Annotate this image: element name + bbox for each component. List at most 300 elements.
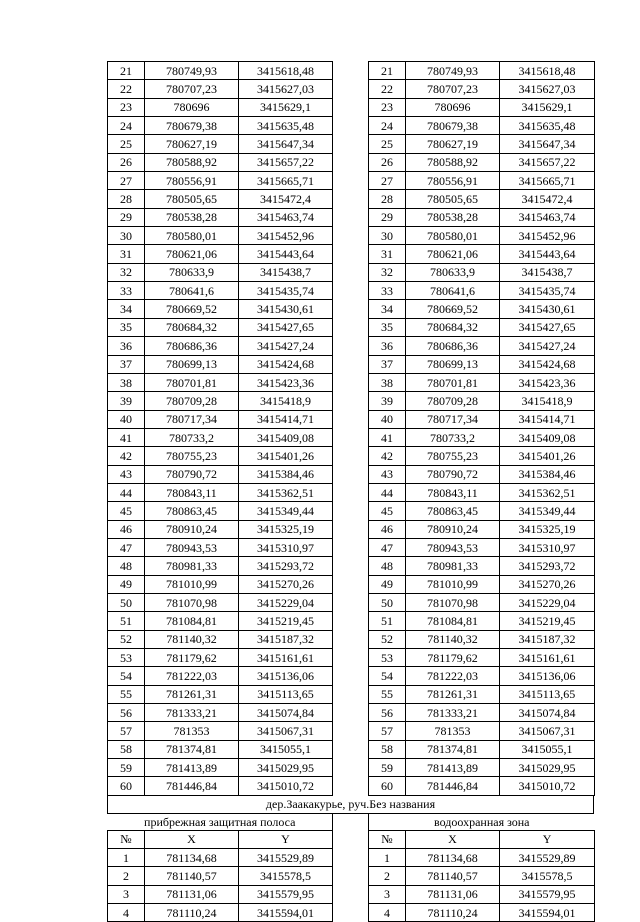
right-header-x: X xyxy=(406,830,500,848)
table-row xyxy=(108,318,595,336)
column-gap xyxy=(333,740,369,758)
left-x-coordinate: 780588,92 xyxy=(145,153,239,171)
table-row xyxy=(108,904,595,922)
left-x-coordinate: 780580,01 xyxy=(145,227,239,245)
table-row xyxy=(108,153,595,171)
right-point-number: 35 xyxy=(369,318,406,336)
right-x-coordinate: 780621,06 xyxy=(406,245,500,263)
right-point-number: 46 xyxy=(369,520,406,538)
right-y-coordinate: 3415136,06 xyxy=(500,667,595,685)
left-point-number: 58 xyxy=(108,740,145,758)
left-y-coordinate: 3415452,96 xyxy=(239,227,333,245)
right-x-coordinate: 781084,81 xyxy=(406,612,500,630)
right-point-number: 54 xyxy=(369,667,406,685)
table-row xyxy=(108,447,595,465)
right-point-number: 29 xyxy=(369,208,406,226)
left-x-coordinate: 781179,62 xyxy=(145,649,239,667)
table-row xyxy=(108,337,595,355)
right-y-coordinate: 3415435,74 xyxy=(500,282,595,300)
left-point-number: 54 xyxy=(108,667,145,685)
right-point-number: 3 xyxy=(369,885,406,903)
right-y-coordinate: 3415443,64 xyxy=(500,245,595,263)
left-x-coordinate: 780633,9 xyxy=(145,263,239,281)
left-y-coordinate: 3415435,74 xyxy=(239,282,333,300)
table-row xyxy=(108,190,595,208)
right-y-coordinate: 3415627,03 xyxy=(500,80,595,98)
table-row xyxy=(108,263,595,281)
left-x-coordinate: 780981,33 xyxy=(145,557,239,575)
left-y-coordinate: 3415161,61 xyxy=(239,649,333,667)
right-y-coordinate: 3415452,96 xyxy=(500,227,595,245)
right-point-number: 47 xyxy=(369,538,406,556)
column-gap xyxy=(333,849,369,867)
right-point-number: 34 xyxy=(369,300,406,318)
right-x-coordinate: 780580,01 xyxy=(406,227,500,245)
right-x-coordinate: 781333,21 xyxy=(406,704,500,722)
left-point-number: 30 xyxy=(108,227,145,245)
right-x-coordinate: 781140,57 xyxy=(406,867,500,885)
right-point-number: 41 xyxy=(369,428,406,446)
left-x-coordinate: 780699,13 xyxy=(145,355,239,373)
table-row xyxy=(108,538,595,556)
right-point-number: 33 xyxy=(369,282,406,300)
column-gap xyxy=(333,759,369,777)
left-x-coordinate: 781222,03 xyxy=(145,667,239,685)
column-gap xyxy=(333,117,369,135)
right-y-coordinate: 3415635,48 xyxy=(500,117,595,135)
left-point-number: 43 xyxy=(108,465,145,483)
right-x-coordinate: 781446,84 xyxy=(406,777,500,795)
left-point-number: 3 xyxy=(108,885,145,903)
right-y-coordinate: 3415438,7 xyxy=(500,263,595,281)
column-gap xyxy=(333,392,369,410)
table-row xyxy=(108,373,595,391)
right-x-coordinate: 780538,28 xyxy=(406,208,500,226)
coordinates-table-top xyxy=(107,61,595,796)
right-x-coordinate: 780910,24 xyxy=(406,520,500,538)
right-x-coordinate: 781374,81 xyxy=(406,740,500,758)
left-x-coordinate: 780749,93 xyxy=(145,62,239,80)
left-point-number: 40 xyxy=(108,410,145,428)
column-gap xyxy=(333,465,369,483)
right-y-coordinate: 3415427,65 xyxy=(500,318,595,336)
right-x-coordinate: 781134,68 xyxy=(406,849,500,867)
right-y-coordinate: 3415349,44 xyxy=(500,502,595,520)
left-x-coordinate: 780843,11 xyxy=(145,483,239,501)
right-y-coordinate: 3415594,01 xyxy=(500,904,595,922)
right-x-coordinate: 780669,52 xyxy=(406,300,500,318)
column-gap xyxy=(333,593,369,611)
left-y-coordinate: 3415136,06 xyxy=(239,667,333,685)
left-y-coordinate: 3415362,51 xyxy=(239,483,333,501)
left-x-coordinate: 780641,6 xyxy=(145,282,239,300)
left-point-number: 45 xyxy=(108,502,145,520)
left-point-number: 31 xyxy=(108,245,145,263)
right-y-coordinate: 3415219,45 xyxy=(500,612,595,630)
right-y-coordinate: 3415293,72 xyxy=(500,557,595,575)
left-x-coordinate: 780863,45 xyxy=(145,502,239,520)
left-x-coordinate: 781070,98 xyxy=(145,593,239,611)
table-row xyxy=(108,593,595,611)
column-gap xyxy=(333,520,369,538)
left-x-coordinate: 781131,06 xyxy=(145,885,239,903)
table-row xyxy=(108,465,595,483)
coordinates-table-top-body xyxy=(108,62,595,796)
column-gap xyxy=(333,538,369,556)
right-point-number: 27 xyxy=(369,172,406,190)
column-gap xyxy=(333,904,369,922)
left-point-number: 53 xyxy=(108,649,145,667)
left-x-coordinate: 780538,28 xyxy=(145,208,239,226)
table-row xyxy=(108,557,595,575)
right-x-coordinate: 781131,06 xyxy=(406,885,500,903)
right-y-coordinate: 3415463,74 xyxy=(500,208,595,226)
right-x-coordinate: 780733,2 xyxy=(406,428,500,446)
left-x-coordinate: 780505,65 xyxy=(145,190,239,208)
left-point-number: 2 xyxy=(108,867,145,885)
left-point-number: 56 xyxy=(108,704,145,722)
right-point-number: 48 xyxy=(369,557,406,575)
right-y-coordinate: 3415029,95 xyxy=(500,759,595,777)
column-gap xyxy=(333,300,369,318)
column-gap xyxy=(333,62,369,80)
right-x-coordinate: 780843,11 xyxy=(406,483,500,501)
right-y-coordinate: 3415067,31 xyxy=(500,722,595,740)
left-point-number: 47 xyxy=(108,538,145,556)
table-row xyxy=(108,649,595,667)
right-x-coordinate: 781179,62 xyxy=(406,649,500,667)
right-point-number: 1 xyxy=(369,849,406,867)
right-y-coordinate: 3415409,08 xyxy=(500,428,595,446)
right-y-coordinate: 3415418,9 xyxy=(500,392,595,410)
table-row xyxy=(108,80,595,98)
column-gap xyxy=(333,410,369,428)
left-point-number: 50 xyxy=(108,593,145,611)
table-row xyxy=(108,612,595,630)
left-y-coordinate: 3415594,01 xyxy=(239,904,333,922)
left-y-coordinate: 3415427,24 xyxy=(239,337,333,355)
left-x-coordinate: 781110,24 xyxy=(145,904,239,922)
right-y-coordinate: 3415113,65 xyxy=(500,685,595,703)
table-row xyxy=(108,704,595,722)
right-y-coordinate: 3415010,72 xyxy=(500,777,595,795)
column-gap xyxy=(333,245,369,263)
coordinates-document xyxy=(107,61,594,922)
left-x-coordinate: 781446,84 xyxy=(145,777,239,795)
right-point-number: 38 xyxy=(369,373,406,391)
left-x-coordinate: 780679,38 xyxy=(145,117,239,135)
left-y-coordinate: 3415293,72 xyxy=(239,557,333,575)
left-y-coordinate: 3415427,65 xyxy=(239,318,333,336)
right-point-number: 44 xyxy=(369,483,406,501)
left-y-coordinate: 3415430,61 xyxy=(239,300,333,318)
left-y-coordinate: 3415409,08 xyxy=(239,428,333,446)
column-gap xyxy=(333,227,369,245)
right-x-coordinate: 780943,53 xyxy=(406,538,500,556)
right-y-coordinate: 3415665,71 xyxy=(500,172,595,190)
right-x-coordinate: 780627,19 xyxy=(406,135,500,153)
left-y-coordinate: 3415657,22 xyxy=(239,153,333,171)
right-y-coordinate: 3415414,71 xyxy=(500,410,595,428)
right-x-coordinate: 781353 xyxy=(406,722,500,740)
column-gap xyxy=(333,153,369,171)
table-row xyxy=(108,630,595,648)
right-y-coordinate: 3415074,84 xyxy=(500,704,595,722)
left-point-number: 1 xyxy=(108,849,145,867)
column-gap xyxy=(333,722,369,740)
right-point-number: 22 xyxy=(369,80,406,98)
right-y-coordinate: 3415529,89 xyxy=(500,849,595,867)
left-point-number: 48 xyxy=(108,557,145,575)
right-y-coordinate: 3415472,4 xyxy=(500,190,595,208)
left-point-number: 22 xyxy=(108,80,145,98)
right-x-coordinate: 780749,93 xyxy=(406,62,500,80)
column-gap xyxy=(333,208,369,226)
left-y-coordinate: 3415423,36 xyxy=(239,373,333,391)
left-point-number: 44 xyxy=(108,483,145,501)
right-x-coordinate: 780686,36 xyxy=(406,337,500,355)
right-point-number: 53 xyxy=(369,649,406,667)
right-x-coordinate: 780981,33 xyxy=(406,557,500,575)
right-x-coordinate: 781010,99 xyxy=(406,575,500,593)
right-x-coordinate: 780679,38 xyxy=(406,117,500,135)
left-x-coordinate: 780556,91 xyxy=(145,172,239,190)
right-point-number: 23 xyxy=(369,98,406,116)
left-y-coordinate: 3415578,5 xyxy=(239,867,333,885)
left-y-coordinate: 3415055,1 xyxy=(239,740,333,758)
left-y-coordinate: 3415414,71 xyxy=(239,410,333,428)
left-y-coordinate: 3415629,1 xyxy=(239,98,333,116)
right-y-coordinate: 3415310,97 xyxy=(500,538,595,556)
right-y-coordinate: 3415579,95 xyxy=(500,885,595,903)
column-gap xyxy=(333,575,369,593)
table-row xyxy=(108,355,595,373)
column-gap xyxy=(333,830,369,848)
left-point-number: 21 xyxy=(108,62,145,80)
column-gap xyxy=(333,502,369,520)
left-y-coordinate: 3415618,48 xyxy=(239,62,333,80)
column-gap xyxy=(333,557,369,575)
left-x-coordinate: 780943,53 xyxy=(145,538,239,556)
left-header-y: Y xyxy=(239,830,333,848)
coordinates-table-bottom xyxy=(107,814,595,922)
left-point-number: 25 xyxy=(108,135,145,153)
left-x-coordinate: 780701,81 xyxy=(145,373,239,391)
left-y-coordinate: 3415529,89 xyxy=(239,849,333,867)
left-point-number: 36 xyxy=(108,337,145,355)
right-point-number: 25 xyxy=(369,135,406,153)
column-gap xyxy=(333,318,369,336)
left-point-number: 39 xyxy=(108,392,145,410)
right-x-coordinate: 780863,45 xyxy=(406,502,500,520)
left-y-coordinate: 3415472,4 xyxy=(239,190,333,208)
right-point-number: 60 xyxy=(369,777,406,795)
section-title: дер.Заакакурье, руч.Без названия xyxy=(107,796,594,814)
left-point-number: 27 xyxy=(108,172,145,190)
right-y-coordinate: 3415424,68 xyxy=(500,355,595,373)
right-y-coordinate: 3415629,1 xyxy=(500,98,595,116)
column-gap xyxy=(333,649,369,667)
left-y-coordinate: 3415384,46 xyxy=(239,465,333,483)
right-x-coordinate: 781110,24 xyxy=(406,904,500,922)
right-y-coordinate: 3415055,1 xyxy=(500,740,595,758)
left-y-coordinate: 3415665,71 xyxy=(239,172,333,190)
left-x-coordinate: 780733,2 xyxy=(145,428,239,446)
left-point-number: 33 xyxy=(108,282,145,300)
right-x-coordinate: 780633,9 xyxy=(406,263,500,281)
left-y-coordinate: 3415187,32 xyxy=(239,630,333,648)
left-x-coordinate: 781140,57 xyxy=(145,867,239,885)
left-x-coordinate: 781010,99 xyxy=(145,575,239,593)
left-y-coordinate: 3415401,26 xyxy=(239,447,333,465)
left-x-coordinate: 780686,36 xyxy=(145,337,239,355)
left-y-coordinate: 3415113,65 xyxy=(239,685,333,703)
right-y-coordinate: 3415430,61 xyxy=(500,300,595,318)
right-point-number: 49 xyxy=(369,575,406,593)
right-x-coordinate: 780556,91 xyxy=(406,172,500,190)
left-x-coordinate: 780707,23 xyxy=(145,80,239,98)
right-point-number: 4 xyxy=(369,904,406,922)
table-row xyxy=(108,667,595,685)
column-gap xyxy=(333,337,369,355)
column-gap xyxy=(333,80,369,98)
left-y-coordinate: 3415438,7 xyxy=(239,263,333,281)
right-point-number: 59 xyxy=(369,759,406,777)
left-point-number: 46 xyxy=(108,520,145,538)
table-row xyxy=(108,135,595,153)
right-y-coordinate: 3415427,24 xyxy=(500,337,595,355)
right-x-coordinate: 781413,89 xyxy=(406,759,500,777)
left-point-number: 57 xyxy=(108,722,145,740)
left-y-coordinate: 3415443,64 xyxy=(239,245,333,263)
left-point-number: 29 xyxy=(108,208,145,226)
right-point-number: 50 xyxy=(369,593,406,611)
left-point-number: 52 xyxy=(108,630,145,648)
right-x-coordinate: 780701,81 xyxy=(406,373,500,391)
right-y-coordinate: 3415362,51 xyxy=(500,483,595,501)
right-header-y: Y xyxy=(500,830,595,848)
column-gap xyxy=(333,282,369,300)
left-x-coordinate: 781134,68 xyxy=(145,849,239,867)
right-point-number: 52 xyxy=(369,630,406,648)
left-y-coordinate: 3415325,19 xyxy=(239,520,333,538)
table-row xyxy=(108,172,595,190)
left-y-coordinate: 3415270,26 xyxy=(239,575,333,593)
right-point-number: 26 xyxy=(369,153,406,171)
right-x-coordinate: 781070,98 xyxy=(406,593,500,611)
left-y-coordinate: 3415349,44 xyxy=(239,502,333,520)
column-gap xyxy=(333,630,369,648)
left-y-coordinate: 3415074,84 xyxy=(239,704,333,722)
left-point-number: 24 xyxy=(108,117,145,135)
left-x-coordinate: 781140,32 xyxy=(145,630,239,648)
left-y-coordinate: 3415219,45 xyxy=(239,612,333,630)
left-point-number: 38 xyxy=(108,373,145,391)
left-x-coordinate: 781261,31 xyxy=(145,685,239,703)
right-x-coordinate: 780755,23 xyxy=(406,447,500,465)
left-point-number: 55 xyxy=(108,685,145,703)
right-x-coordinate: 780641,6 xyxy=(406,282,500,300)
left-point-number: 37 xyxy=(108,355,145,373)
right-point-number: 39 xyxy=(369,392,406,410)
right-point-number: 21 xyxy=(369,62,406,80)
column-gap xyxy=(333,814,369,831)
right-x-coordinate: 781222,03 xyxy=(406,667,500,685)
column-gap xyxy=(333,428,369,446)
left-point-number: 41 xyxy=(108,428,145,446)
column-gap xyxy=(333,885,369,903)
right-x-coordinate: 780588,92 xyxy=(406,153,500,171)
right-point-number: 56 xyxy=(369,704,406,722)
column-gap xyxy=(333,867,369,885)
left-point-number: 34 xyxy=(108,300,145,318)
left-y-coordinate: 3415463,74 xyxy=(239,208,333,226)
left-y-coordinate: 3415310,97 xyxy=(239,538,333,556)
left-x-coordinate: 781333,21 xyxy=(145,704,239,722)
column-gap xyxy=(333,667,369,685)
right-y-coordinate: 3415187,32 xyxy=(500,630,595,648)
column-gap xyxy=(333,172,369,190)
left-x-coordinate: 780684,32 xyxy=(145,318,239,336)
left-x-coordinate: 780696 xyxy=(145,98,239,116)
left-y-coordinate: 3415067,31 xyxy=(239,722,333,740)
column-gap xyxy=(333,190,369,208)
right-point-number: 24 xyxy=(369,117,406,135)
table-row xyxy=(108,245,595,263)
table-row xyxy=(108,575,595,593)
left-header-number: № xyxy=(108,830,145,848)
left-y-coordinate: 3415029,95 xyxy=(239,759,333,777)
right-point-number: 42 xyxy=(369,447,406,465)
right-y-coordinate: 3415647,34 xyxy=(500,135,595,153)
left-x-coordinate: 780709,28 xyxy=(145,392,239,410)
left-point-number: 26 xyxy=(108,153,145,171)
table-row xyxy=(108,98,595,116)
right-x-coordinate: 781140,32 xyxy=(406,630,500,648)
right-point-number: 32 xyxy=(369,263,406,281)
left-point-number: 51 xyxy=(108,612,145,630)
right-y-coordinate: 3415384,46 xyxy=(500,465,595,483)
table-row xyxy=(108,410,595,428)
left-x-coordinate: 781084,81 xyxy=(145,612,239,630)
column-gap xyxy=(333,685,369,703)
right-x-coordinate: 780717,34 xyxy=(406,410,500,428)
left-x-coordinate: 780627,19 xyxy=(145,135,239,153)
left-y-coordinate: 3415635,48 xyxy=(239,117,333,135)
left-x-coordinate: 781353 xyxy=(145,722,239,740)
right-x-coordinate: 780790,72 xyxy=(406,465,500,483)
left-point-number: 42 xyxy=(108,447,145,465)
left-x-coordinate: 780669,52 xyxy=(145,300,239,318)
right-point-number: 58 xyxy=(369,740,406,758)
column-gap xyxy=(333,98,369,116)
left-y-coordinate: 3415229,04 xyxy=(239,593,333,611)
table-row xyxy=(108,867,595,885)
right-y-coordinate: 3415161,61 xyxy=(500,649,595,667)
right-point-number: 40 xyxy=(369,410,406,428)
table-row xyxy=(108,722,595,740)
table-row xyxy=(108,520,595,538)
right-point-number: 31 xyxy=(369,245,406,263)
left-y-coordinate: 3415647,34 xyxy=(239,135,333,153)
left-y-coordinate: 3415010,72 xyxy=(239,777,333,795)
right-point-number: 28 xyxy=(369,190,406,208)
column-header-row xyxy=(108,830,595,848)
right-point-number: 37 xyxy=(369,355,406,373)
table-row xyxy=(108,502,595,520)
right-y-coordinate: 3415270,26 xyxy=(500,575,595,593)
left-x-coordinate: 780621,06 xyxy=(145,245,239,263)
